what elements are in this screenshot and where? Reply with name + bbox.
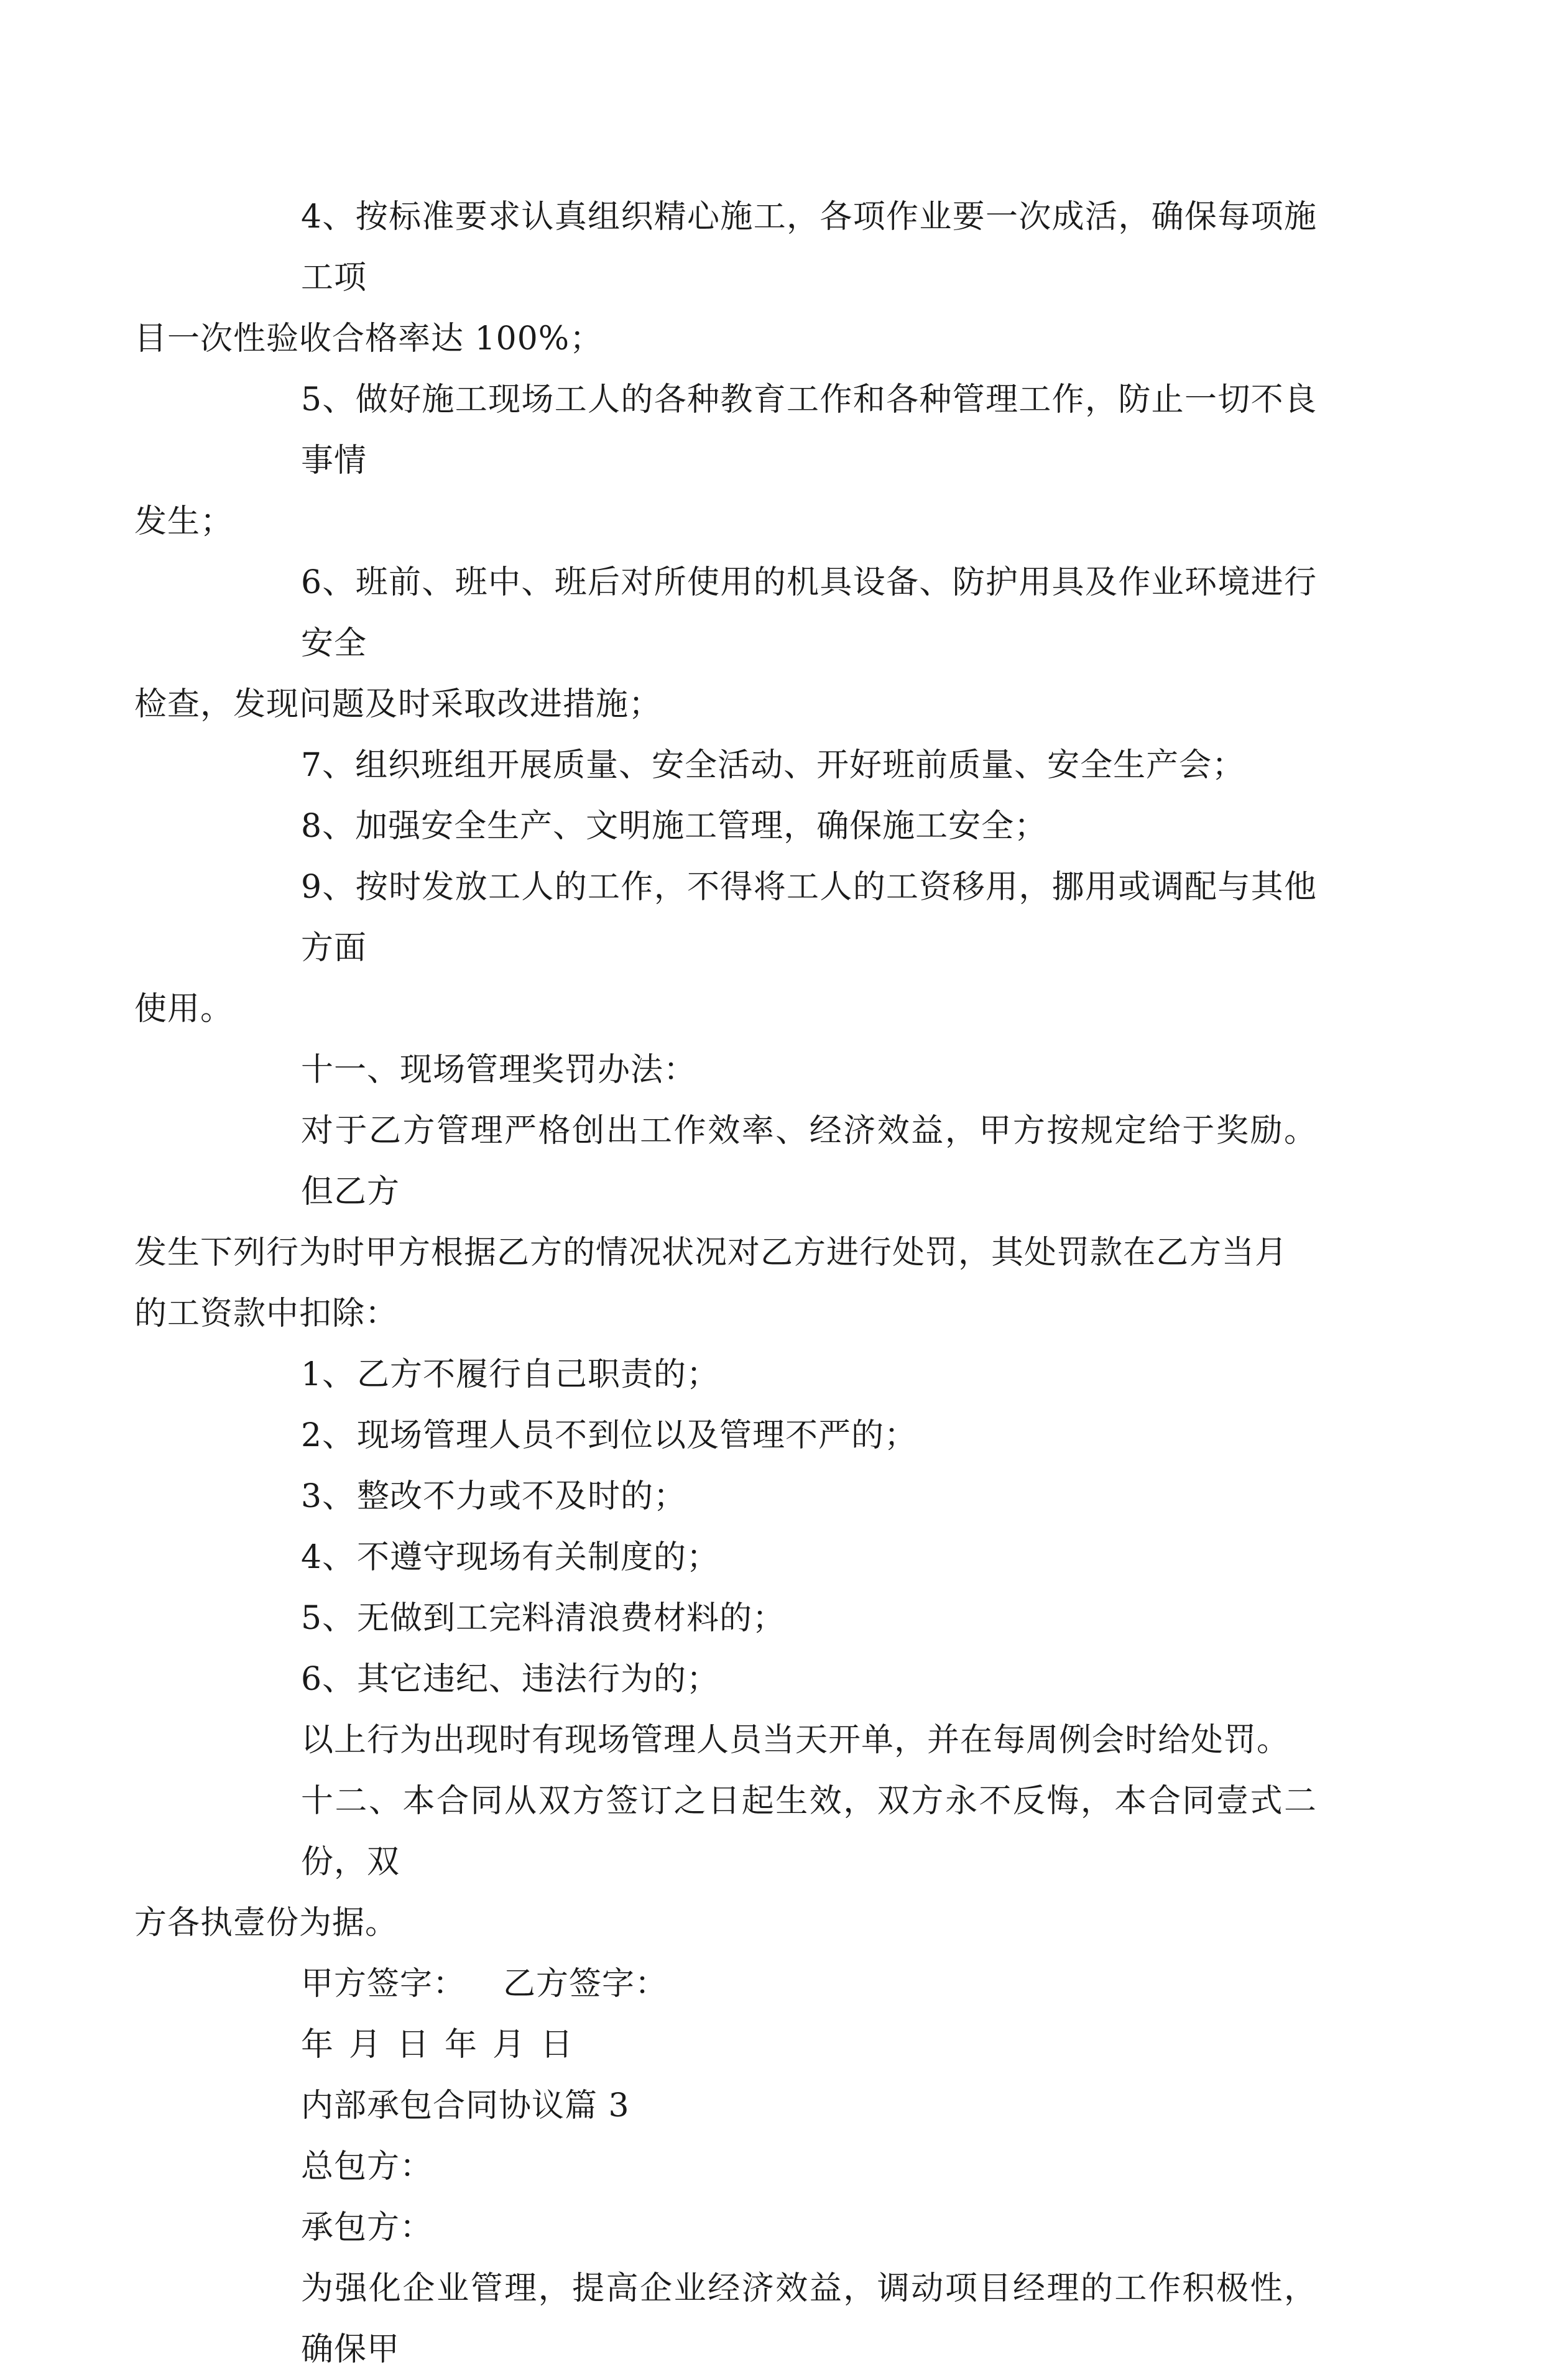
clause-9-line-1: 9、按时发放工人的工作，不得将工人的工资移用，挪用或调配与其他方面: [301, 869, 1317, 967]
contractor-label: 承包方：: [301, 2209, 433, 2246]
clause-9-cont: [134, 979, 1317, 1040]
clause-4-line-2: 目一次性验收合格率达 100%；: [134, 320, 603, 357]
penalty-item-text: 整改不力或不及时的；: [357, 1478, 687, 1515]
penalty-item-text: 无做到工完料清浪费材料的；: [357, 1600, 786, 1637]
section-11-title: 十一、现场管理奖罚办法：: [301, 1051, 697, 1089]
penalty-procedure: [297, 1710, 1317, 1771]
party-a-signature-label: 甲方签字：: [301, 1965, 466, 2003]
clause-7: [297, 735, 1317, 796]
party-a-day: 日: [397, 2026, 430, 2064]
clause-6-line-1: 6、班前、班中、班后对所使用的机具设备、防护用具及作业环境进行安全: [301, 564, 1317, 662]
general-contractor-label: 总包方：: [301, 2148, 433, 2185]
penalty-item: [297, 1344, 1317, 1405]
penalty-item: [297, 1466, 1317, 1527]
clause-6: [297, 552, 1317, 674]
clause-6-cont: [134, 674, 1317, 735]
penalty-intro-cont-1: [134, 1222, 1317, 1283]
clause-9: [297, 857, 1317, 979]
clause-4-line-1: 4、按标准要求认真组织精心施工，各项作业要一次成活，确保每项施工项: [301, 198, 1317, 297]
penalty-intro-line-2: 发生下列行为时甲方根据乙方的情况状况对乙方进行处罚，其处罚款在乙方当月: [134, 1234, 1288, 1271]
clause-4-cont: [134, 308, 1317, 369]
general-contractor-line: [297, 2136, 1317, 2197]
clause-6-line-2: 检查，发现问题及时采取改进措施；: [134, 686, 662, 723]
penalty-item: [297, 1649, 1317, 1710]
party-a-month: 月: [349, 2026, 382, 2064]
penalty-item: [297, 1405, 1317, 1466]
next-section-intro-text: 为强化企业管理，提高企业经济效益，调动项目经理的工作积极性，确保甲: [301, 2270, 1317, 2368]
next-section-title: [297, 2075, 1317, 2136]
penalty-intro: [297, 1100, 1317, 1222]
signature-line: [297, 1953, 1317, 2014]
party-a-year: 年: [301, 2026, 335, 2064]
penalty-item: [297, 1527, 1317, 1588]
party-b-month: 月: [492, 2026, 526, 2064]
penalty-item-text: 其它违纪、违法行为的；: [357, 1661, 720, 1698]
penalty-item-text: 现场管理人员不到位以及管理不严的；: [357, 1417, 918, 1454]
penalty-item-number: 3、: [301, 1478, 356, 1515]
penalty-procedure-text: 以上行为出现时有现场管理人员当天开单，并在每周例会时给处罚。: [301, 1722, 1290, 1759]
clause-8-text: 8、加强安全生产、文明施工管理，确保施工安全；: [301, 808, 1048, 845]
clause-5-line-1: 5、做好施工现场工人的各种教育工作和各种管理工作，防止一切不良事情: [301, 381, 1317, 479]
clause-4: [297, 187, 1317, 308]
clause-8: [297, 796, 1317, 857]
clause-5-line-2: 发生；: [134, 503, 234, 540]
penalty-item-number: 4、: [301, 1539, 356, 1576]
penalty-item-number: 6、: [301, 1661, 356, 1698]
next-section-intro: [297, 2258, 1317, 2380]
clause-7-text: 7、组织班组开展质量、安全活动、开好班前质量、安全生产会；: [301, 747, 1245, 784]
section-12-line-1: 十二、本合同从双方签订之日起生效，双方永不反悔，本合同壹式二份，双: [301, 1783, 1317, 1881]
contractor-line: [297, 2197, 1317, 2258]
penalty-intro-line-1: 对于乙方管理严格创出工作效率、经济效益，甲方按规定给于奖励。但乙方: [301, 1112, 1317, 1211]
penalty-item-number: 2、: [301, 1417, 356, 1454]
clause-5-cont: [134, 491, 1317, 552]
next-section-heading: 内部承包合同协议篇 3: [301, 2087, 630, 2124]
date-line: [297, 2014, 1317, 2075]
section-12-cont: [134, 1893, 1317, 1953]
section-12-line-2: 方各执壹份为据。: [134, 1904, 399, 1942]
party-b-year: 年: [445, 2026, 478, 2064]
document-body: [134, 187, 1317, 2380]
penalty-item-number: 1、: [301, 1356, 356, 1393]
clause-5: [297, 369, 1317, 491]
penalty-item: [297, 1588, 1317, 1649]
clause-9-line-2: 使用。: [134, 990, 234, 1028]
section-12: [297, 1771, 1317, 1893]
penalty-item-text: 乙方不履行自己职责的；: [357, 1356, 720, 1393]
party-b-signature-label: 乙方签字：: [503, 1965, 668, 2003]
section-11-heading: [297, 1040, 1317, 1100]
penalty-intro-line-3: 的工资款中扣除：: [134, 1295, 399, 1332]
penalty-item-text: 不遵守现场有关制度的；: [357, 1539, 720, 1576]
party-b-day: 日: [540, 2026, 574, 2064]
penalty-item-number: 5、: [301, 1600, 356, 1637]
penalty-intro-cont-2: [134, 1283, 1317, 1344]
